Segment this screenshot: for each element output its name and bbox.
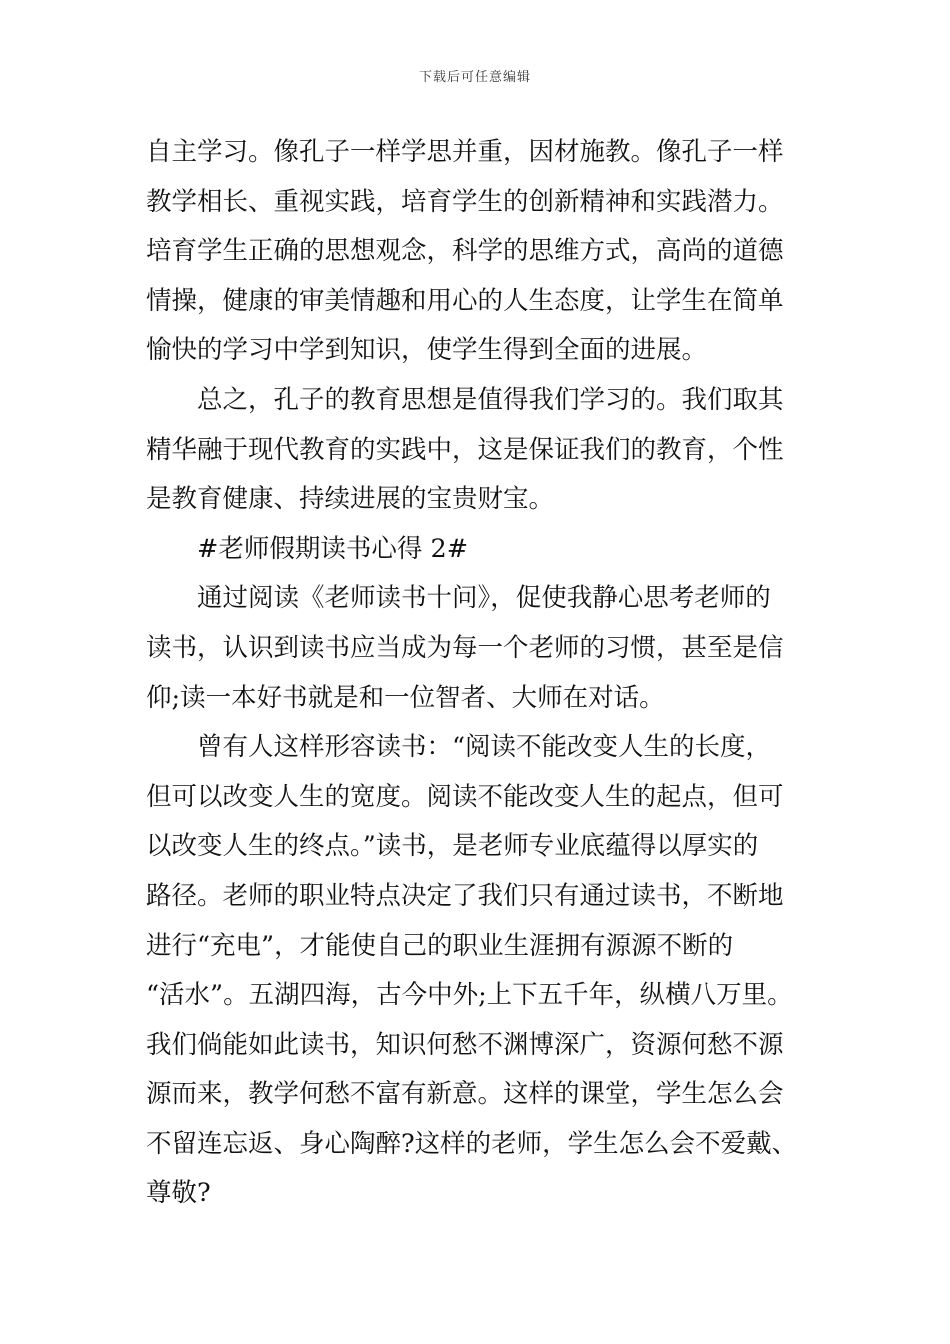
text-line: 仰;读一本好书就是和一位智者、大师在对话。 [146, 682, 665, 713]
text-line: 我们倘能如此读书，知识何愁不渊博深广，资源何愁不源 [146, 1029, 784, 1060]
text-line: 路径。老师的职业特点决定了我们只有通过读书，不断地 [146, 880, 784, 911]
text-line: 教学相长、重视实践，培育学生的创新精神和实践潜力。 [146, 186, 784, 217]
text-line: 是教育健康、持续进展的宝贵财宝。 [146, 484, 555, 515]
paragraph-start-line: 总之，孔子的教育思想是值得我们学习的。我们取其 [197, 384, 784, 415]
document-body [146, 128, 810, 1219]
page-header: 下载后可任意编辑 [418, 70, 531, 85]
text-line: 尊敬? [146, 1178, 211, 1209]
text-line: 情操，健康的审美情趣和用心的人生态度，让学生在简单 [146, 285, 784, 316]
section-heading: #老师假期读书心得 2# [197, 533, 469, 564]
text-line: 源而来，教学何愁不富有新意。这样的课堂，学生怎么会 [146, 1079, 784, 1110]
text-line: 不留连忘返、身心陶醉?这样的老师，学生怎么会不爱戴、 [146, 1128, 798, 1159]
text-line: 进行“充电”，才能使自己的职业生涯拥有源源不断的 [146, 930, 734, 961]
text-line: “活水”。五湖四海，古今中外;上下五千年，纵横八万里。 [146, 980, 793, 1011]
text-line: 培育学生正确的思想观念，科学的思维方式，高尚的道德 [146, 236, 784, 267]
text-line: 以改变人生的终点。”读书，是老师专业底蕴得以厚实的 [146, 831, 759, 862]
text-line: 愉快的学习中学到知识，使学生得到全面的进展。 [146, 335, 708, 366]
text-line: 但可以改变人生的宽度。阅读不能改变人生的起点，但可 [146, 781, 784, 812]
paragraph-start-line: 曾有人这样形容读书：“阅读不能改变人生的长度， [197, 732, 772, 763]
text-line: 精华融于现代教育的实践中，这是保证我们的教育，个性 [146, 434, 784, 465]
paragraph-start-line: 通过阅读《老师读书十问》，促使我静心思考老师的 [197, 583, 771, 614]
text-line: 读书，认识到读书应当成为每一个老师的习惯，甚至是信 [146, 632, 784, 663]
text-line: 自主学习。像孔子一样学思并重，因材施教。像孔子一样 [146, 137, 784, 167]
